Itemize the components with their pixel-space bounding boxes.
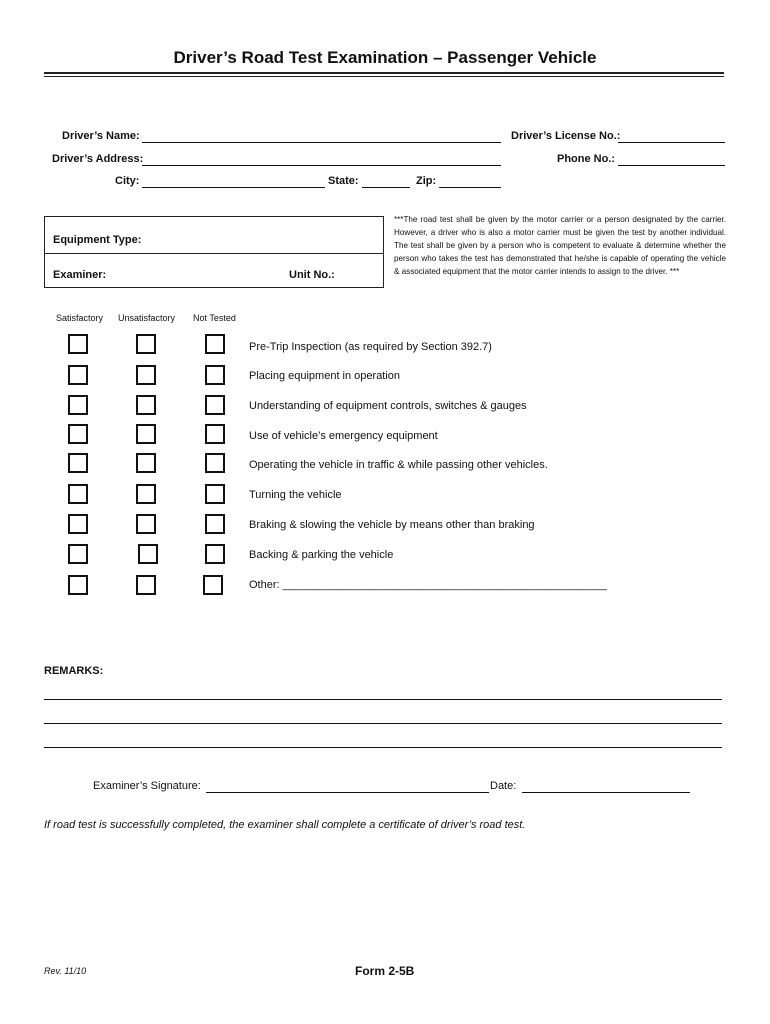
- remarks-line-1[interactable]: [44, 699, 722, 700]
- examiner-signature-field[interactable]: [206, 780, 489, 793]
- checkbox-unsatisfactory-6[interactable]: [136, 484, 156, 504]
- checkbox-satisfactory-1[interactable]: [68, 334, 88, 354]
- checkbox-unsatisfactory-9[interactable]: [136, 575, 156, 595]
- date-field[interactable]: [522, 780, 690, 793]
- unit-number-label: Unit No.:: [289, 269, 335, 281]
- equipment-type-label: Equipment Type:: [53, 234, 142, 246]
- revision-label: Rev. 11/10: [44, 966, 87, 976]
- form-number: Form 2-5B: [355, 964, 415, 978]
- checkbox-not-tested-5[interactable]: [205, 453, 225, 473]
- checkbox-unsatisfactory-7[interactable]: [136, 514, 156, 534]
- checklist-item: Turning the vehicle: [249, 489, 342, 501]
- checkbox-not-tested-1[interactable]: [205, 334, 225, 354]
- phone-number-field[interactable]: [618, 153, 725, 166]
- drivers-address-label: Driver’s Address:: [52, 153, 144, 165]
- checkbox-satisfactory-8[interactable]: [68, 544, 88, 564]
- checkbox-not-tested-8[interactable]: [205, 544, 225, 564]
- checklist-item: Use of vehicle’s emergency equipment: [249, 430, 438, 442]
- checkbox-satisfactory-2[interactable]: [68, 365, 88, 385]
- completion-note: If road test is successfully completed, the examiner shall complete a certificate of driver’s road test.: [44, 819, 526, 831]
- date-label: Date:: [490, 780, 517, 792]
- zip-field[interactable]: [439, 175, 501, 188]
- equipment-box: [44, 216, 384, 288]
- checkbox-satisfactory-7[interactable]: [68, 514, 88, 534]
- checkbox-unsatisfactory-4[interactable]: [136, 424, 156, 444]
- state-label: State:: [328, 175, 359, 187]
- checkbox-not-tested-2[interactable]: [205, 365, 225, 385]
- license-number-label: Driver’s License No.:: [511, 130, 621, 142]
- checkbox-not-tested-7[interactable]: [205, 514, 225, 534]
- checkbox-unsatisfactory-8[interactable]: [138, 544, 158, 564]
- city-field[interactable]: [142, 175, 325, 188]
- column-not-tested: Not Tested: [193, 313, 236, 323]
- road-test-note: ***The road test shall be given by the motor carrier or a person designated by the carrier. However, a driver who is also a motor carrier must be given the test by another individual. The test shall be given by a person who is competent to evaluate & determine whether the person who takes the test has demonstrated that he/she is capable of operating the vehicle & associated equipment that the motor carrier intends to assign to the driver. ***: [394, 215, 726, 277]
- checkbox-satisfactory-4[interactable]: [68, 424, 88, 444]
- checklist-item: Understanding of equipment controls, switches & gauges: [249, 400, 527, 412]
- checkbox-not-tested-3[interactable]: [205, 395, 225, 415]
- title-rule: [44, 72, 724, 74]
- column-unsatisfactory: Unsatisfactory: [118, 313, 176, 323]
- remarks-label: REMARKS:: [44, 665, 104, 677]
- checklist-item: Placing equipment in operation: [249, 370, 401, 382]
- drivers-name-field[interactable]: [142, 130, 501, 143]
- license-number-field[interactable]: [618, 130, 725, 143]
- column-satisfactory: Satisfactory: [56, 313, 104, 323]
- checkbox-not-tested-4[interactable]: [205, 424, 225, 444]
- checklist-item: Operating the vehicle in traffic & while passing other vehicles.: [249, 459, 548, 471]
- phone-number-label: Phone No.:: [557, 153, 616, 165]
- checkbox-satisfactory-3[interactable]: [68, 395, 88, 415]
- equipment-box-divider: [45, 253, 383, 254]
- remarks-line-3[interactable]: [44, 747, 722, 748]
- checkbox-unsatisfactory-2[interactable]: [136, 365, 156, 385]
- checkbox-unsatisfactory-3[interactable]: [136, 395, 156, 415]
- checkbox-satisfactory-5[interactable]: [68, 453, 88, 473]
- examiner-label: Examiner:: [53, 269, 107, 281]
- drivers-name-label: Driver’s Name:: [62, 130, 140, 142]
- zip-label: Zip:: [416, 175, 437, 187]
- checkbox-satisfactory-9[interactable]: [68, 575, 88, 595]
- checkbox-unsatisfactory-1[interactable]: [136, 334, 156, 354]
- checkbox-unsatisfactory-5[interactable]: [136, 453, 156, 473]
- checkbox-not-tested-9[interactable]: [203, 575, 223, 595]
- remarks-line-2[interactable]: [44, 723, 722, 724]
- checklist-item: Braking & slowing the vehicle by means other than braking: [249, 519, 535, 531]
- checklist-item-other: Other: _____________________________________________________: [249, 579, 607, 591]
- checklist-item: Backing & parking the vehicle: [249, 549, 394, 561]
- state-field[interactable]: [362, 175, 410, 188]
- checkbox-not-tested-6[interactable]: [205, 484, 225, 504]
- checklist-item: Pre-Trip Inspection (as required by Section 392.7): [249, 341, 492, 353]
- checkbox-satisfactory-6[interactable]: [68, 484, 88, 504]
- examiner-signature-label: Examiner’s Signature:: [93, 780, 201, 792]
- drivers-address-field[interactable]: [142, 153, 501, 166]
- page-title: Driver’s Road Test Examination – Passenger Vehicle: [173, 48, 597, 67]
- title-rule-thin: [44, 76, 724, 77]
- city-label: City:: [115, 175, 140, 187]
